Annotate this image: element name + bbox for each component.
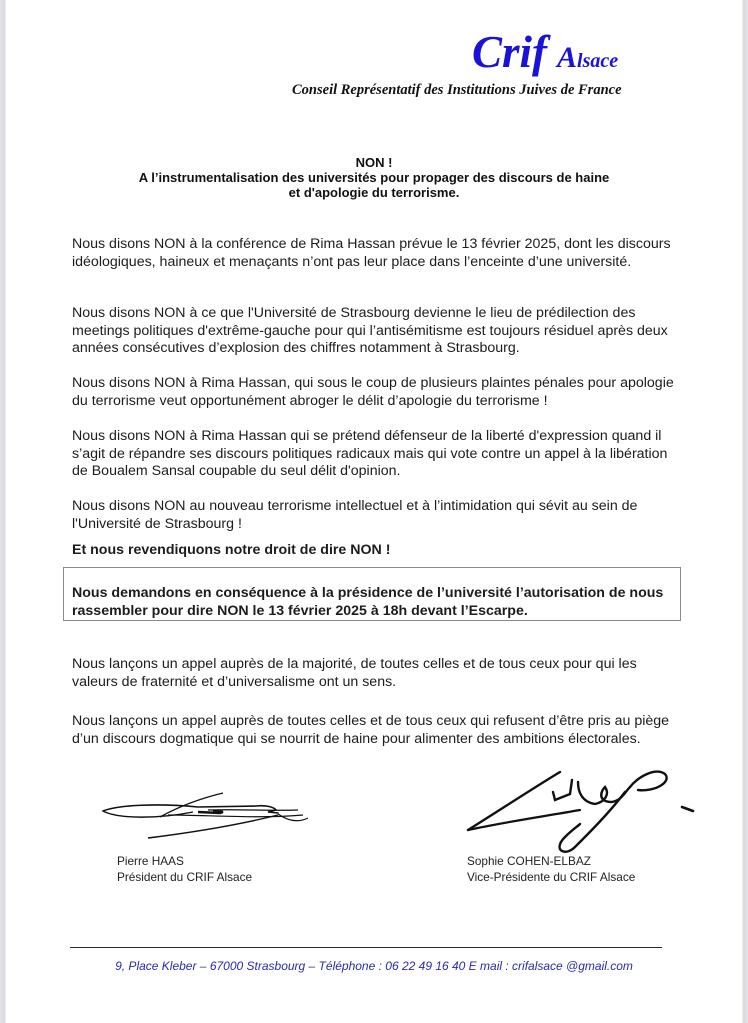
- signature-sophie-cohen-elbaz: [460, 762, 700, 862]
- signatory-name: Pierre HAAS: [117, 854, 184, 868]
- signatory-vice-president: [467, 853, 635, 885]
- crif-alsace-logo: [472, 26, 618, 78]
- signatory-president: [117, 853, 252, 885]
- signatory-name: Sophie COHEN-ELBAZ: [467, 854, 591, 868]
- paragraph-conference: Nous disons NON à la conférence de Rima Hassan prévue le 13 février 2025, dont les discours idéologiques, haineux et menaçants n’ont pas leur place dans l’enceinte d’une université.: [72, 236, 671, 270]
- page-edge-left: [0, 0, 6, 1023]
- logo-lsace-text: lsace: [577, 50, 619, 72]
- demand-box: [63, 567, 681, 621]
- paragraph-appeal-majority: Nous lançons un appel auprès de la majorité, de toutes celles et de tous ceux pour qui les valeurs de fraternité et d’universalisme ont un sens.: [72, 656, 637, 690]
- paragraph-university: Nous disons NON à ce que l'Université de Strasbourg devienne le lieu de prédilection des meetings politiques d'extrême-gauche pour qui l’antisémitisme est toujours résiduel après deux années consécutives d’explosion des chiffres notamment à Strasbourg.: [72, 305, 668, 357]
- footer-divider: [70, 947, 662, 948]
- signatory-role: Vice-Présidente du CRIF Alsace: [467, 870, 636, 884]
- signature-pierre-haas: [98, 785, 323, 845]
- paragraph-intimidation: Nous disons NON au nouveau terrorisme intellectuel et à l’intimidation qui sévit au sein de l'Université de Strasbourg !: [72, 498, 638, 532]
- footer-contact: 9, Place Kleber – 67000 Strasbourg – Téléphone : 06 22 49 16 40 E mail : crifalsace @gmail.com: [115, 959, 633, 973]
- organization-name: Conseil Représentatif des Institutions Juives de France: [292, 82, 622, 98]
- paragraph-revendication: Et nous revendiquons notre droit de dire NON !: [72, 542, 391, 558]
- logo-crif-text: Crif: [472, 27, 548, 77]
- title-line-1: NON !: [355, 155, 393, 170]
- title-line-2: A l’instrumentalisation des universités pour propager des discours de haine: [138, 170, 610, 185]
- demand-text: Nous demandons en conséquence à la présidence de l’université l’autorisation de nous rassembler pour dire NON le 13 février 2025 à 18h devant l’Escarpe.: [72, 585, 664, 619]
- title-line-3: et d'apologie du terrorisme.: [288, 185, 460, 200]
- page-edge-right: [742, 0, 748, 1023]
- paragraph-apologie: Nous disons NON à Rima Hassan, qui sous le coup de plusieurs plaintes pénales pour apologie du terrorisme veut opportunément abroger le délit d’apologie du terrorisme !: [72, 375, 674, 409]
- signatory-role: Président du CRIF Alsace: [117, 870, 253, 884]
- paragraph-liberte: Nous disons NON à Rima Hassan qui se prétend défenseur de la liberté d'expression quand il s’agit de répandre ses discours politiques radicaux mais qui vote contre un appel à la libération de Boualem Sansal coupable du seul délit d'opinion.: [72, 428, 668, 480]
- paragraph-appeal-dogmatism: Nous lançons un appel auprès de toutes celles et de tous ceux qui refusent d’être pris au piège d’un discours dogmatique qui se nourrit de haine pour alimenter des ambitions électorales.: [72, 713, 670, 747]
- document-title: [60, 155, 688, 200]
- logo-a-letter: A: [557, 41, 578, 74]
